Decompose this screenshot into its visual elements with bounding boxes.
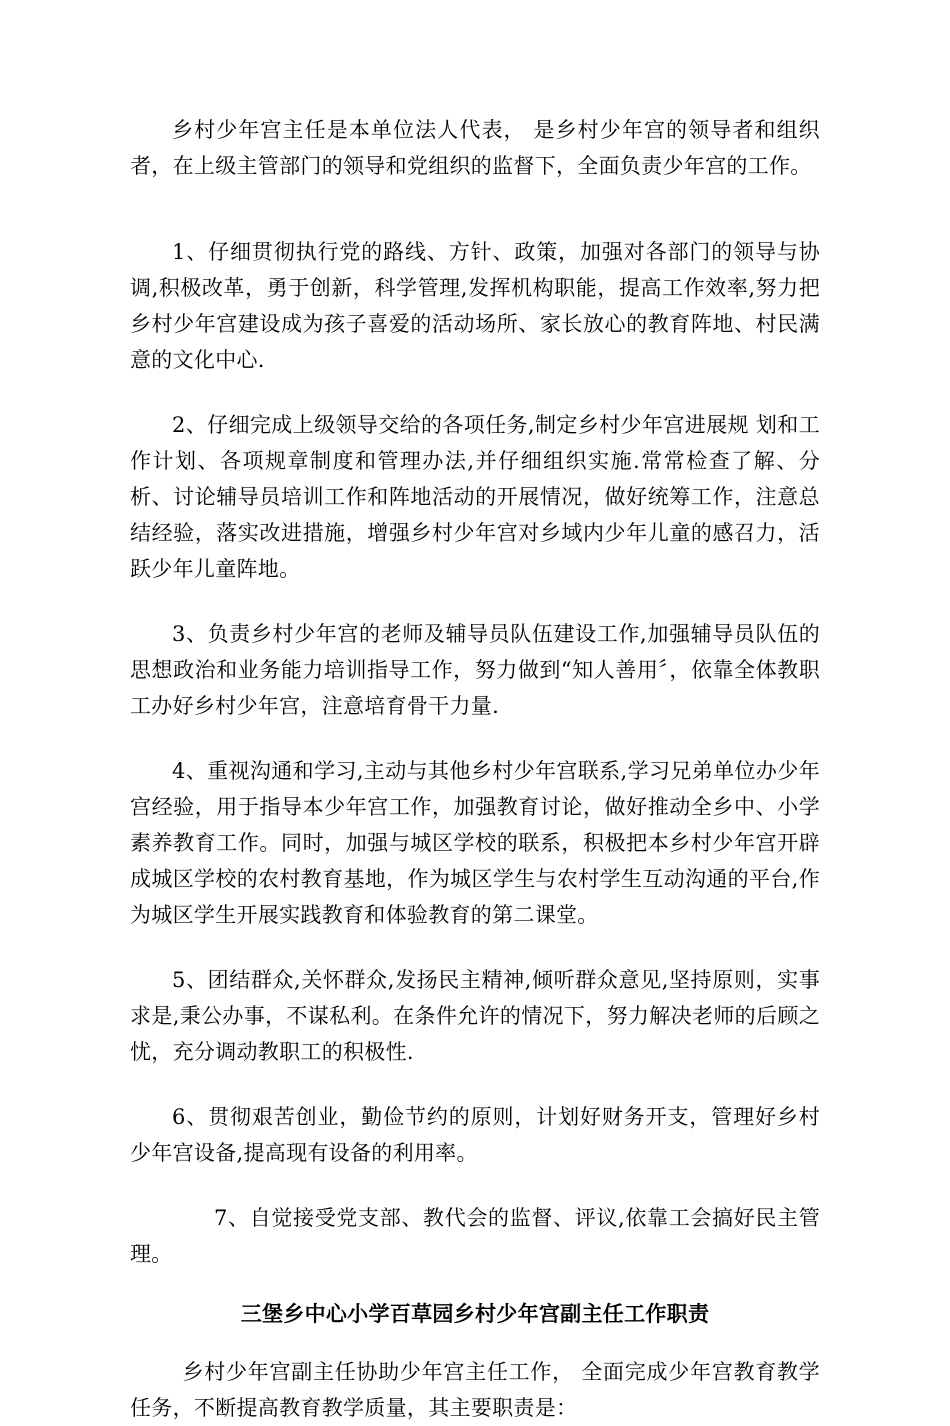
section-heading: 三堡乡中心小学百草园乡村少年宫副主任工作职责: [240, 1301, 710, 1326]
deputy-intro-paragraph: 乡村少年宫副主任协助少年宫主任工作， 全面完成少年宫教育教学任务，不断提高教育教学质量，其主要职责是：: [130, 1360, 820, 1420]
duty-item-1: 1、仔细贯彻执行党的路线、方针、政策，加强对各部门的领导与协调,积极改革，勇于创新，科学管理,发挥机构职能，提高工作效率,努力把乡村少年宫建设成为孩子喜爱的活动场所、家长放心的教育阵地、村民满意的文化中心.: [130, 240, 820, 372]
duty-item-6: 6、贯彻艰苦创业，勤俭节约的原则，计划好财务开支，管理好乡村少年宫设备,提高现有设备的利用率。: [130, 1105, 820, 1165]
duty-item-2: 2、仔细完成上级领导交给的各项任务,制定乡村少年宫进展规 划和工作计划、各项规章制度和管理办法,并仔细组织实施.常常检查了解、分析、讨论辅导员培训工作和阵地活动的开展情况，做好统筹工作，注意总结经验，落实改进措施，增强乡村少年宫对乡域内少年儿童的感召力，活跃少年儿童阵地。: [130, 413, 820, 581]
duty-item-7: 7、自觉接受党支部、教代会的监督、评议,依靠工会搞好民主管理。: [130, 1206, 820, 1266]
duty-item-3: 3、负责乡村少年宫的老师及辅导员队伍建设工作,加强辅导员队伍的思想政治和业务能力培训指导工作，努力做到“知人善用〞，依靠全体教职工办好乡村少年宫，注意培育骨干力量.: [130, 622, 820, 718]
document-page: [130, 112, 820, 1426]
duty-item-5: 5、团结群众,关怀群众,发扬民主精神,倾听群众意见,坚持原则，实事求是,秉公办事，不谋私利。在条件允许的情况下，努力解决老师的后顾之忧，充分调动教职工的积极性.: [130, 968, 820, 1064]
duty-item-4: 4、重视沟通和学习,主动与其他乡村少年宫联系,学习兄弟单位办少年宫经验，用于指导本少年宫工作，加强教育讨论，做好推动全乡中、小学素养教育工作。同时，加强与城区学校的联系，积极把本乡村少年宫开辟成城区学校的农村教育基地，作为城区学生与农村学生互动沟通的平台,作为城区学生开展实践教育和体验教育的第二课堂。: [130, 759, 820, 927]
intro-paragraph: 乡村少年宫主任是本单位法人代表， 是乡村少年宫的领导者和组织者，在上级主管部门的领导和党组织的监督下，全面负责少年宫的工作。: [130, 118, 820, 178]
